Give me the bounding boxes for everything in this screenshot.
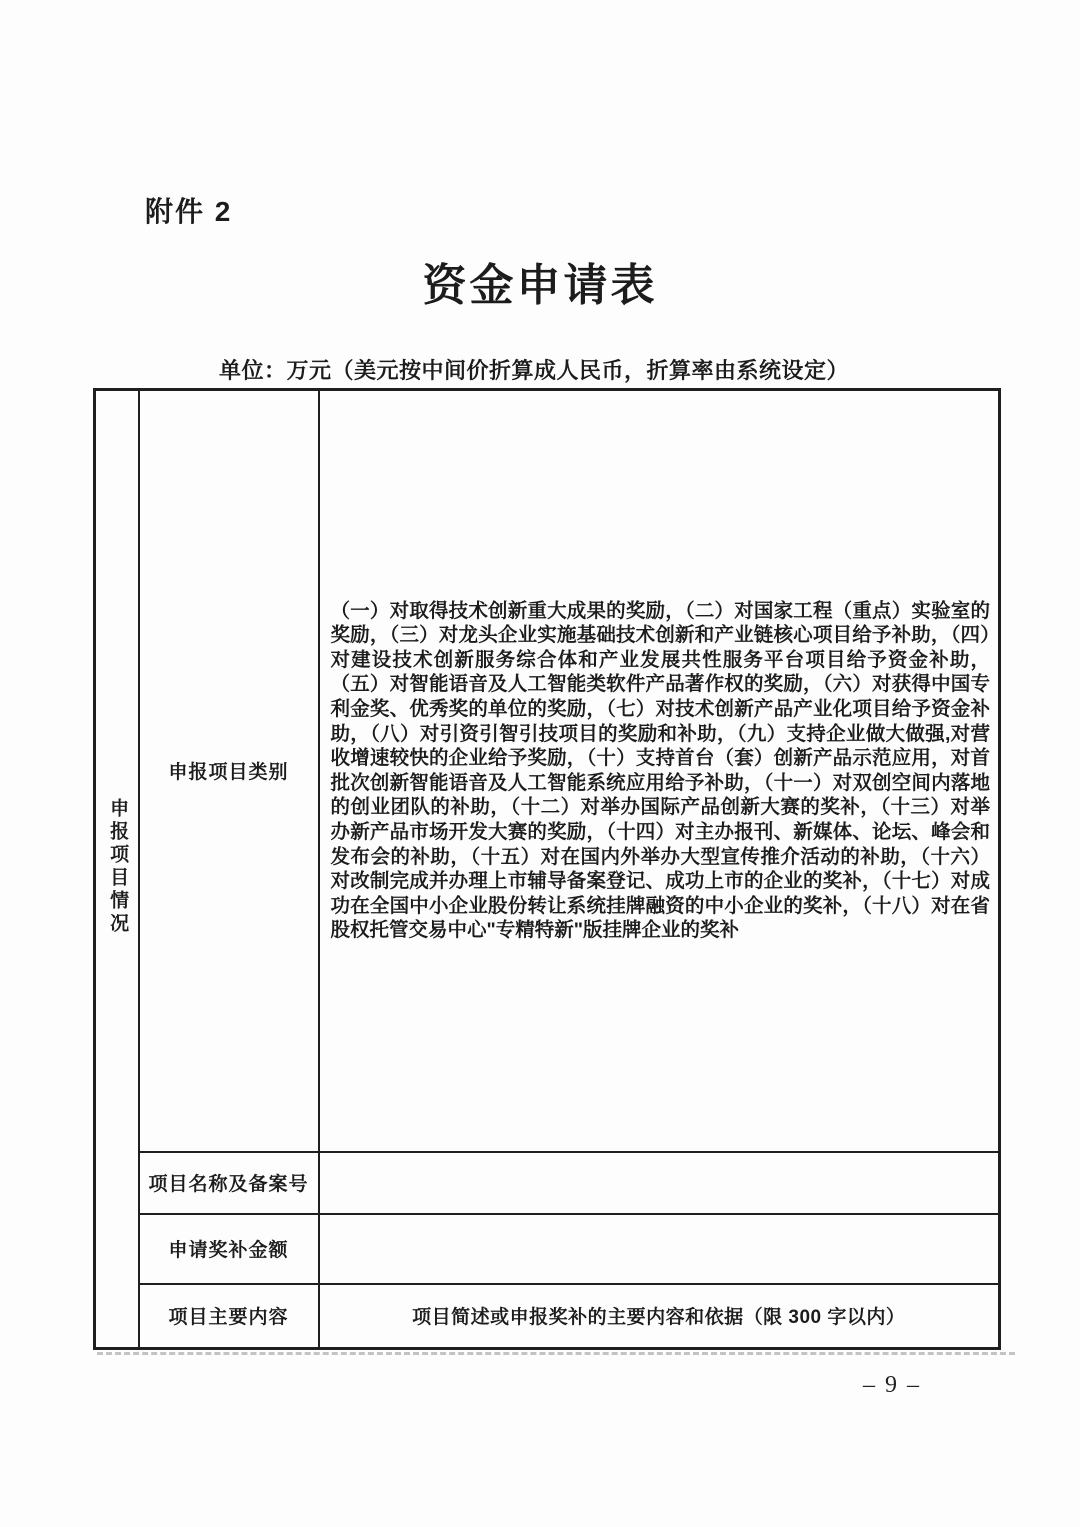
page-title: 资金申请表 (422, 261, 658, 310)
table-row-main-content (95, 1284, 1000, 1349)
table-row-project-category (95, 390, 1000, 1152)
row-label-reward-amount: 申请奖补金额 (139, 1214, 319, 1284)
unit-note: 单位：万元（美元按中间价折算成人民币，折算率由系统设定） (219, 358, 850, 383)
row-label-main-content: 项目主要内容 (139, 1284, 319, 1349)
page-number: – 9 – (863, 1372, 921, 1398)
row-label-project-category: 申报项目类别 (139, 390, 319, 1152)
main-content-note: 项目简述或申报奖补的主要内容和依据（限 300 字以内） (319, 1284, 1000, 1349)
project-name-content (319, 1152, 1000, 1214)
table-row-reward-amount (95, 1214, 1000, 1284)
attachment-label: 附件 2 (145, 196, 233, 227)
side-header-text: 申报项目情况 (107, 797, 129, 936)
project-category-content: （一）对取得技术创新重大成果的奖励，（二）对国家工程（重点）实验室的奖励，（三）对龙头企业实施基础技术创新和产业链核心项目给予补助，（四）对建设技术创新服务综合体和产业发展共性服务平台项目给予资金补助，（五）对智能语音及人工智能类软件产品著作权的奖励，（六）对获得中国专利金奖、优秀奖的单位的奖励，（七）对技术创新产品产业化项目给予资金补助，（八）对引资引智引技项目的奖励和补助，（九）支持企业做大做强,对营收增速较快的企业给予奖励，（十）支持首台（套）创新产品示范应用，对首批次创新智能语音及人工智能系统应用给予补助，（十一）对双创空间内落地的创业团队的补助，（十二）对举办国际产品创新大赛的奖补，（十三）对举办新产品市场开发大赛的奖励，（十四）对主办报刊、新媒体、论坛、峰会和发布会的补助，（十五）对在国内外举办大型宣传推介活动的补助，（十六）对改制完成并办理上市辅导备案登记、成功上市的企业的奖补，（十七）对成功在全国中小企业股份转让系统挂牌融资的中小企业的奖补，（十八）对在省股权托管交易中心"专精特新"版挂牌企业的奖补 (319, 390, 1000, 1152)
table-row-project-name (95, 1152, 1000, 1214)
side-header-cell (95, 390, 139, 1349)
table-bottom-divider (97, 1352, 1015, 1355)
row-label-project-name: 项目名称及备案号 (139, 1152, 319, 1214)
reward-amount-content (319, 1214, 1000, 1284)
application-table (93, 388, 1001, 1350)
